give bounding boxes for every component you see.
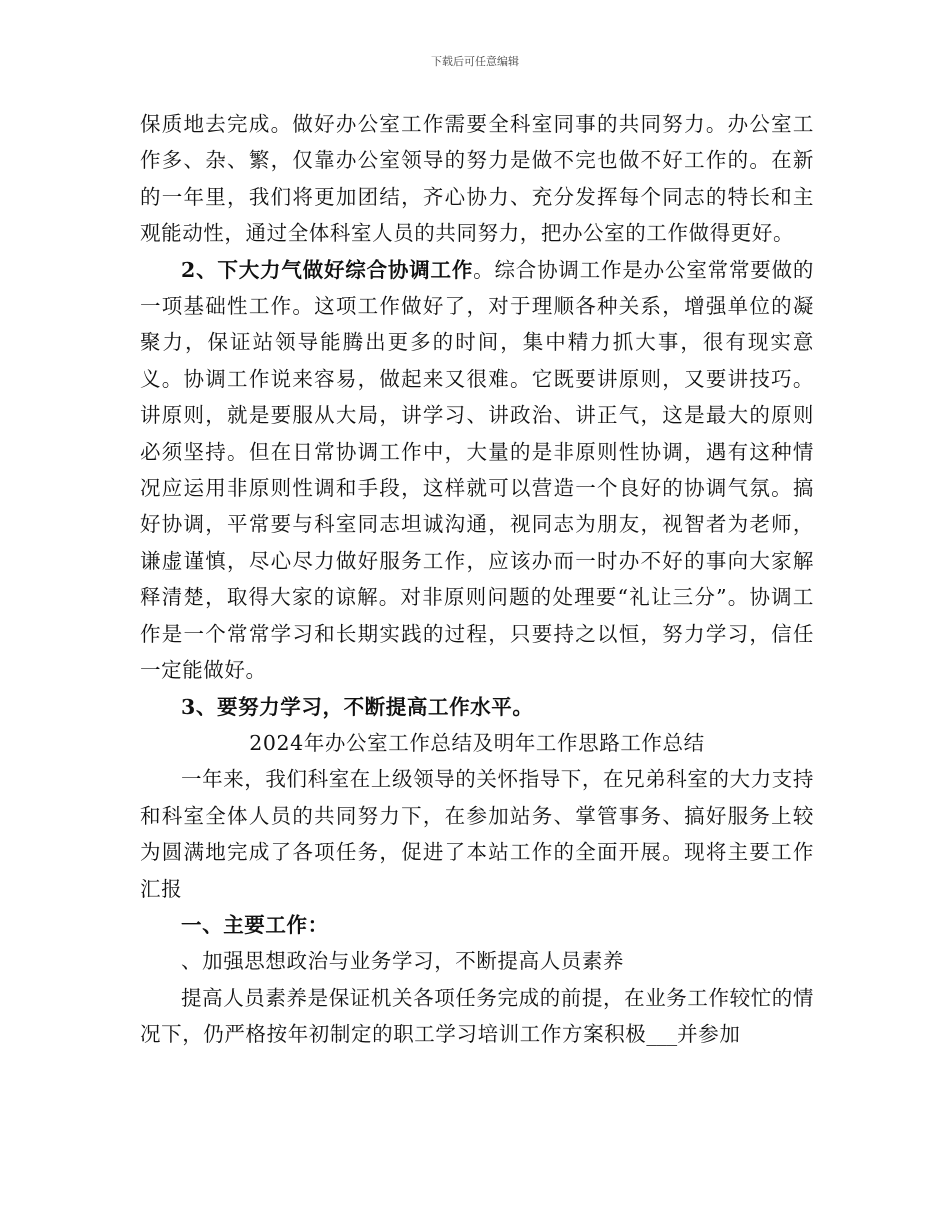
paragraph-4: 一年来，我们科室在上级领导的关怀指导下，在兄弟科室的大力支持和科室全体人员的共同努力下，在参加站务、掌管事务、搞好服务上较为圆满地完成了各项任务，促进了本站工作的全面开展。现将主要工作汇报	[140, 767, 814, 901]
paragraph-5	[140, 980, 814, 1053]
paragraph-5-part2: 并参加	[677, 1022, 741, 1047]
page-header: 下载后可任意编辑	[431, 55, 519, 68]
paragraph-2-body: 。综合协调工作是办公室常常要做的一项基础性工作。这项工作做好了，对于理顺各种关系，增强单位的凝聚力，保证站领导能腾出更多的时间，集中精力抓大事，很有现实意义。协调工作说来容易，做起来又很难。它既要讲原则，又要讲技巧。讲原则，就是要服从大局，讲学习、讲政治、讲正气，这是最大的原则必须坚持。但在日常协调工作中，大量的是非原则性协调，遇有这种情况应运用非原则性调和手段，这样就可以营造一个良好的协调气氛。搞好协调，平常要与科室同志坦诚沟通，视同志为朋友，视智者为老师，谦虚谨慎，尽心尽力做好服务工作，应该办而一时办不好的事向大家解释清楚，取得大家的谅解。对非原则问题的处理要“礼让三分”。协调工作是一个常常学习和长期实践的过程，只要持之以恒，努力学习，信任一定能做好。	[140, 257, 814, 683]
paragraph-1: 保质地去完成。做好办公室工作需要全科室同事的共同努力。办公室工作多、杂、繁，仅靠办公室领导的努力是做不完也做不好工作的。在新的一年里，我们将更加团结，齐心协力、充分发挥每个同志的特长和主观能动性，通过全体科室人员的共同努力，把办公室的工作做得更好。	[140, 112, 814, 246]
document-title: 2024年办公室工作总结及明年工作思路工作总结	[249, 730, 705, 755]
heading-3: 3、要努力学习，不断提高工作水平。	[181, 694, 534, 719]
paragraph-2	[140, 252, 814, 689]
fill-blank: ___	[646, 1022, 678, 1047]
heading-2: 2、下大力气做好综合协调工作	[181, 257, 474, 282]
paragraph-5-part1: 提高人员素养是保证机关各项任务完成的前提，在业务工作较忙的情况下，仍严格按年初制定的职工学习培训工作方案积极	[140, 985, 814, 1047]
document-body	[140, 106, 814, 1053]
subheading-1: 、加强思想政治与业务学习，不断提高人员素养	[181, 949, 625, 974]
section-heading-1: 一、主要工作：	[181, 912, 329, 937]
